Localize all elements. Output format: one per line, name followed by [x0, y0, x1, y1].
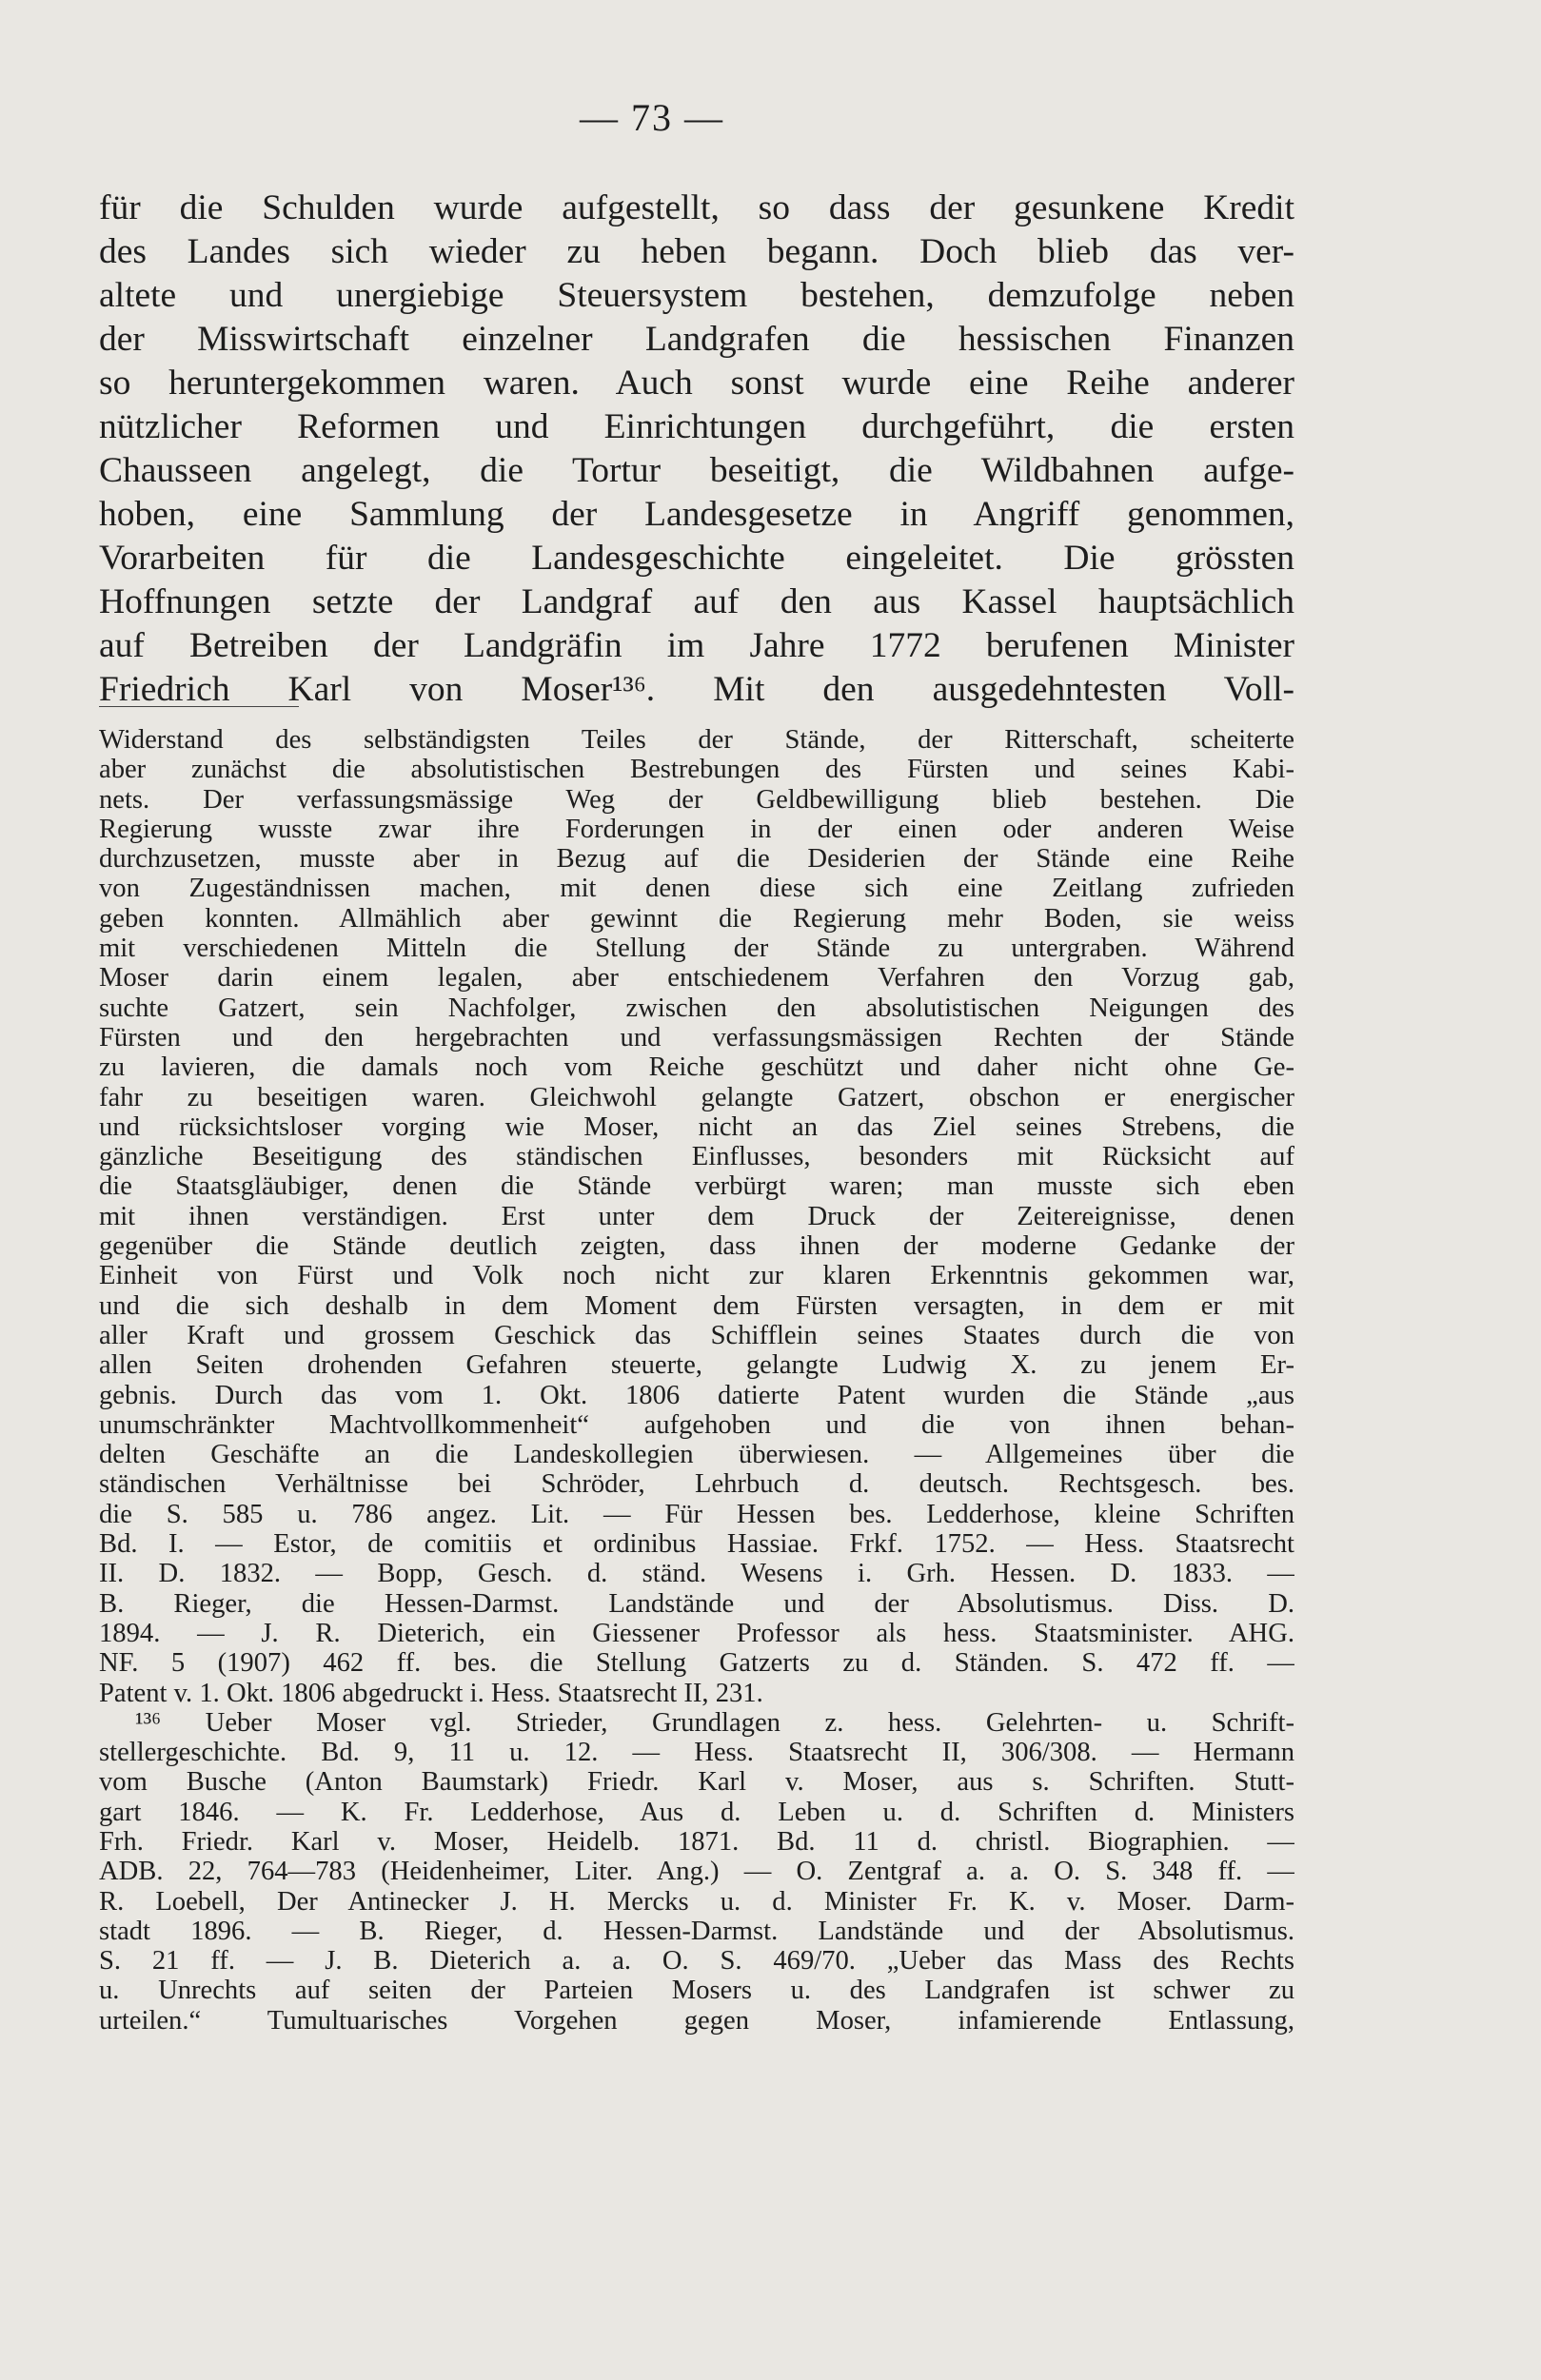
footnote-line: Moser darin einem legalen, aber entschiedenem Verfahren den Vorzug gab, [99, 963, 1294, 993]
main-text-line: hoben, eine Sammlung der Landesgesetze in Angriff genommen, [99, 495, 1294, 534]
main-text-line: so heruntergekommen waren. Auch sonst wurde eine Reihe anderer [99, 364, 1294, 403]
footnote-line: u. Unrechts auf seiten der Parteien Mosers u. des Landgrafen ist schwer zu [99, 1976, 1294, 2006]
footnote-line: stellergeschichte. Bd. 9, 11 u. 12. — Hess. Staatsrecht II, 306/308. — Hermann [99, 1738, 1294, 1768]
footnote-line: die Staatsgläubiger, denen die Stände verbürgt waren; man musste sich eben [99, 1171, 1294, 1202]
main-text-line: Friedrich Karl von Moser¹³⁶. Mit den ausgedehntesten Voll- [99, 670, 1294, 709]
footnote-line: urteilen.“ Tumultuarisches Vorgehen gegen Moser, infamierende Entlassung, [99, 2005, 1294, 2036]
footnote-line: und die sich deshalb in dem Moment dem Fürsten versagten, in dem er mit [99, 1290, 1294, 1321]
footnote-line: stadt 1896. — B. Rieger, d. Hessen-Darmst. Landstände und der Absolutismus. [99, 1916, 1294, 1946]
footnote-line: Frh. Friedr. Karl v. Moser, Heidelb. 1871. Bd. 11 d. christl. Biographien. — [99, 1826, 1294, 1857]
main-text-line: altete und unergiebige Steuersystem bestehen, demzufolge neben [99, 276, 1294, 315]
footnote-line: ständischen Verhältnisse bei Schröder, Lehrbuch d. deutsch. Rechtsgesch. bes. [99, 1469, 1294, 1500]
footnote-line: delten Geschäfte an die Landeskollegien überwiesen. — Allgemeines über die [99, 1440, 1294, 1470]
main-text-line: Hoffnungen setzte der Landgraf auf den aus Kassel hauptsächlich [99, 582, 1294, 621]
footnote-line: Einheit von Fürst und Volk noch nicht zur klaren Erkenntnis gekommen war, [99, 1261, 1294, 1291]
main-text-line: für die Schulden wurde aufgestellt, so dass der gesunkene Kredit [99, 188, 1294, 227]
footnote-line: suchte Gatzert, sein Nachfolger, zwischen den absolutistischen Neigungen des [99, 993, 1294, 1023]
footnote-line: gänzliche Beseitigung des ständischen Einflusses, besonders mit Rücksicht auf [99, 1142, 1294, 1172]
main-text-line: auf Betreiben der Landgräfin im Jahre 1772 berufenen Minister [99, 626, 1294, 665]
footnote-line: ADB. 22, 764—783 (Heidenheimer, Liter. Ang.) — O. Zentgraf a. a. O. S. 348 ff. — [99, 1857, 1294, 1887]
footnote-line: ¹³⁶ Ueber Moser vgl. Strieder, Grundlagen z. hess. Gelehrten- u. Schrift- [135, 1707, 1294, 1738]
footnote-line: mit ihnen verständigen. Erst unter dem Druck der Zeitereignisse, denen [99, 1201, 1294, 1231]
footnote-line: gegenüber die Stände deutlich zeigten, dass ihnen der moderne Gedanke der [99, 1231, 1294, 1262]
footnote-line: durchzusetzen, musste aber in Bezug auf die Desiderien der Stände eine Reihe [99, 844, 1294, 875]
footnote-line: gart 1846. — K. Fr. Ledderhose, Aus d. Leben u. d. Schriften d. Ministers [99, 1797, 1294, 1827]
main-text-line: Vorarbeiten für die Landesgeschichte eingeleitet. Die grössten [99, 539, 1294, 578]
footnote-line: und rücksichtsloser vorging wie Moser, nicht an das Ziel seines Strebens, die [99, 1111, 1294, 1142]
main-text-block [99, 187, 1294, 712]
footnote-line: aller Kraft und grossem Geschick das Schifflein seines Staates durch die von [99, 1320, 1294, 1350]
footnote-line: aber zunächst die absolutistischen Bestrebungen des Fürsten und seines Kabi- [99, 755, 1294, 785]
footnote-line: nets. Der verfassungsmässige Weg der Geldbewilligung blieb bestehen. Die [99, 784, 1294, 815]
footnote-line: Patent v. 1. Okt. 1806 abgedruckt i. Hess. Staatsrecht II, 231. [99, 1678, 763, 1708]
footnote-line: Fürsten und den hergebrachten und verfassungsmässigen Rechten der Stände [99, 1022, 1294, 1052]
footnote-line: R. Loebell, Der Antinecker J. H. Mercks u. d. Minister Fr. K. v. Moser. Darm- [99, 1886, 1294, 1917]
footnote-line: 1894. — J. R. Dieterich, ein Giessener Professor als hess. Staatsminister. AHG. [99, 1618, 1294, 1648]
footnote-line: Widerstand des selbständigsten Teiles der Stände, der Ritterschaft, scheiterte [99, 725, 1294, 755]
footnote-line: mit verschiedenen Mitteln die Stellung der Stände zu untergraben. Während [99, 934, 1294, 964]
footnote-line: gebnis. Durch das vom 1. Okt. 1806 datierte Patent wurden die Stände „aus [99, 1380, 1294, 1410]
footnote-line: vom Busche (Anton Baumstark) Friedr. Karl v. Moser, aus s. Schriften. Stutt- [99, 1767, 1294, 1798]
main-text-line: nützlicher Reformen und Einrichtungen durchgeführt, die ersten [99, 407, 1294, 446]
footnotes-block [99, 725, 1294, 2036]
footnote-line: Regierung wusste zwar ihre Forderungen in der einen oder anderen Weise [99, 814, 1294, 844]
main-text-line: der Misswirtschaft einzelner Landgrafen die hessischen Finanzen [99, 320, 1294, 359]
footnote-line: II. D. 1832. — Bopp, Gesch. d. ständ. Wesens i. Grh. Hessen. D. 1833. — [99, 1559, 1294, 1589]
footnote-line: die S. 585 u. 786 angez. Lit. — Für Hessen bes. Ledderhose, kleine Schriften [99, 1499, 1294, 1529]
main-text-line: des Landes sich wieder zu heben begann. Doch blieb das ver- [99, 232, 1294, 271]
footnote-separator [99, 706, 299, 707]
footnote-line: geben konnten. Allmählich aber gewinnt die Regierung mehr Boden, sie weiss [99, 903, 1294, 934]
footnote-line: fahr zu beseitigen waren. Gleichwohl gelangte Gatzert, obschon er energischer [99, 1082, 1294, 1112]
page-number: — 73 — [580, 96, 724, 139]
footnote-line: Bd. I. — Estor, de comitiis et ordinibus Hassiae. Frkf. 1752. — Hess. Staatsrecht [99, 1529, 1294, 1560]
footnote-line: S. 21 ff. — J. B. Dieterich a. a. O. S. 469/70. „Ueber das Mass des Rechts [99, 1946, 1294, 1977]
footnote-line: NF. 5 (1907) 462 ff. bes. die Stellung Gatzerts zu d. Ständen. S. 472 ff. — [99, 1648, 1294, 1679]
footnote-line: allen Seiten drohenden Gefahren steuerte, gelangte Ludwig X. zu jenem Er- [99, 1350, 1294, 1381]
footnote-line: zu lavieren, die damals noch vom Reiche geschützt und daher nicht ohne Ge- [99, 1052, 1294, 1083]
main-text-line: Chausseen angelegt, die Tortur beseitigt, die Wildbahnen aufge- [99, 451, 1294, 490]
footnote-line: B. Rieger, die Hessen-Darmst. Landstände und der Absolutismus. Diss. D. [99, 1588, 1294, 1619]
footnote-line: von Zugeständnissen machen, mit denen diese sich eine Zeitlang zufrieden [99, 874, 1294, 904]
footnote-line: unumschränkter Machtvollkommenheit“ aufgehoben und die von ihnen behan- [99, 1409, 1294, 1440]
